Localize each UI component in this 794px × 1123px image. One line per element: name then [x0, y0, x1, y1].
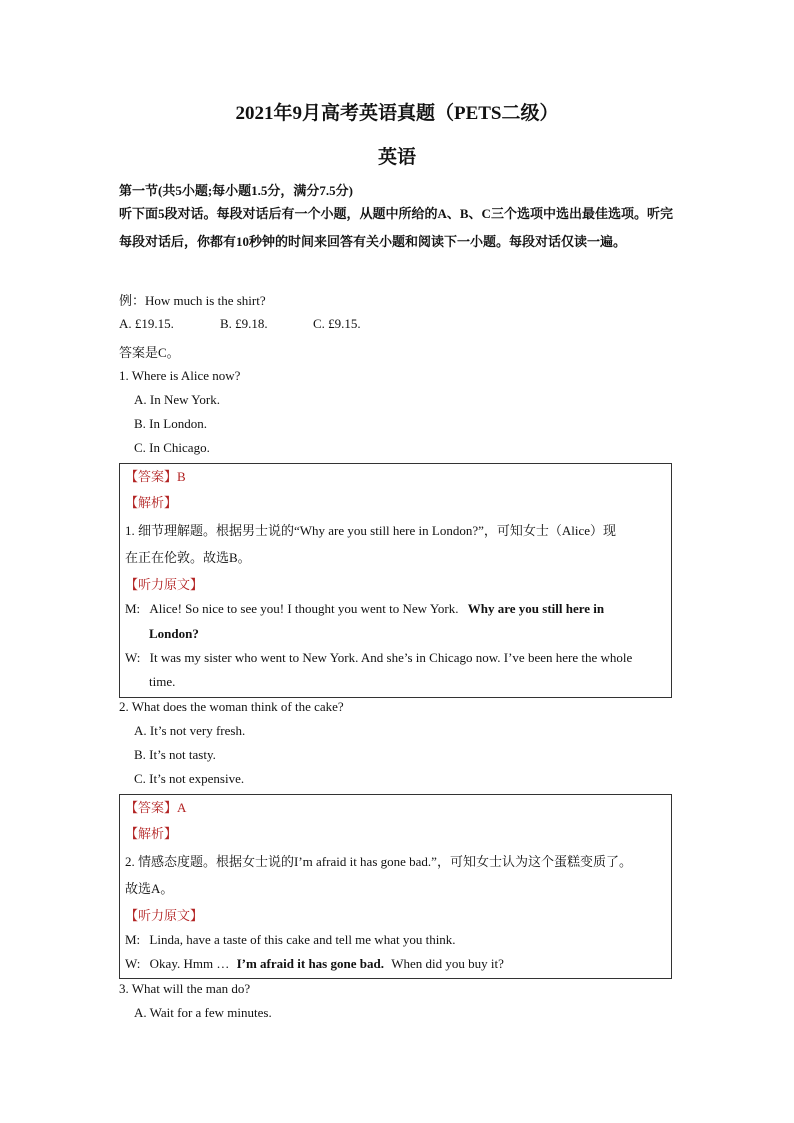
- q2-answer-value: A: [177, 800, 187, 815]
- q2-option-b: B. It’s not tasty.: [134, 747, 216, 762]
- q1-script-m: [125, 601, 604, 617]
- question-3: 3. What will the man do?: [119, 981, 251, 996]
- q1-option-a: A. In New York.: [134, 392, 220, 407]
- example-option-a: A. £19.15.: [119, 316, 174, 331]
- q1-answer-line: [125, 466, 186, 485]
- speaker-w: W:: [125, 650, 141, 665]
- q1-option-c: C. In Chicago.: [134, 440, 210, 455]
- q1-m-bold-cont: London?: [149, 626, 199, 641]
- q1-analysis-line-1: 1. 细节理解题。根据男士说的“Why are you still here in London?”，可知女士（Alice）现: [125, 523, 617, 538]
- q1-analysis-label: 【解析】: [125, 495, 178, 510]
- q2-option-c: C. It’s not expensive.: [134, 771, 245, 786]
- example-answer: 答案是C。: [119, 345, 180, 360]
- q2-script-w: [125, 956, 504, 972]
- page-title: 2021年9月高考英语真题（PETS二级）: [235, 103, 559, 124]
- q2-w-bold: I’m afraid it has gone bad.: [236, 956, 384, 971]
- section-heading: 第一节(共5小题;每小题1.5分，满分7.5分): [119, 183, 353, 198]
- speaker-w: W:: [125, 956, 141, 971]
- q1-analysis-line-2: 在正在伦敦。故选B。: [125, 550, 251, 565]
- q1-script-w: [125, 650, 632, 666]
- q2-analysis-line-1: 2. 情感态度题。根据女士说的I’m afraid it has gone bad.”，可知女士认为这个蛋糕变质了。: [125, 854, 632, 869]
- q2-analysis-label: 【解析】: [125, 826, 178, 841]
- speaker-m: M:: [125, 932, 141, 947]
- q2-m-text: Linda, have a taste of this cake and tell me what you think.: [149, 932, 456, 947]
- q2-w-text-b: When did you buy it?: [391, 956, 504, 971]
- question-1: 1. Where is Alice now?: [119, 368, 241, 383]
- q2-answer-box: [119, 794, 672, 979]
- q1-m-text: Alice! So nice to see you! I thought you went to New York.: [149, 601, 459, 616]
- q2-script-label: 【听力原文】: [125, 908, 204, 923]
- page-subtitle: 英语: [377, 147, 416, 168]
- q1-option-b: B. In London.: [134, 416, 207, 431]
- section-instructions: 听下面5段对话。每段对话后有一个小题，从题中所给的A、B、C三个选项中选出最佳选项。听完每段对话后，你都有10秒钟的时间来回答有关小题和阅读下一小题。每段对话仅读一遍。: [119, 206, 673, 249]
- q1-w-text-cont: time.: [149, 674, 176, 689]
- q2-analysis-line-2: 故选A。: [125, 881, 174, 896]
- q1-w-text: It was my sister who went to New York. And she’s in Chicago now. I’ve been here the whole: [149, 650, 633, 665]
- question-2: 2. What does the woman think of the cake?: [119, 699, 344, 714]
- q1-answer-value: B: [177, 469, 186, 484]
- q1-m-bold: Why are you still here in: [467, 601, 605, 616]
- example-option-c: C. £9.15.: [313, 316, 361, 331]
- q2-answer-line: [125, 797, 186, 816]
- q2-w-text-a: Okay. Hmm …: [149, 956, 230, 971]
- q3-option-a: A. Wait for a few minutes.: [134, 1005, 272, 1020]
- q2-option-a: A. It’s not very fresh.: [134, 723, 246, 738]
- q1-script-label: 【听力原文】: [125, 577, 204, 592]
- example-option-b: B. £9.18.: [220, 316, 268, 331]
- q2-answer-label: 【答案】: [125, 800, 178, 815]
- q1-answer-label: 【答案】: [125, 469, 178, 484]
- example-question: 例：How much is the shirt?: [119, 293, 266, 308]
- q2-script-m: [125, 932, 456, 948]
- speaker-m: M:: [125, 601, 141, 616]
